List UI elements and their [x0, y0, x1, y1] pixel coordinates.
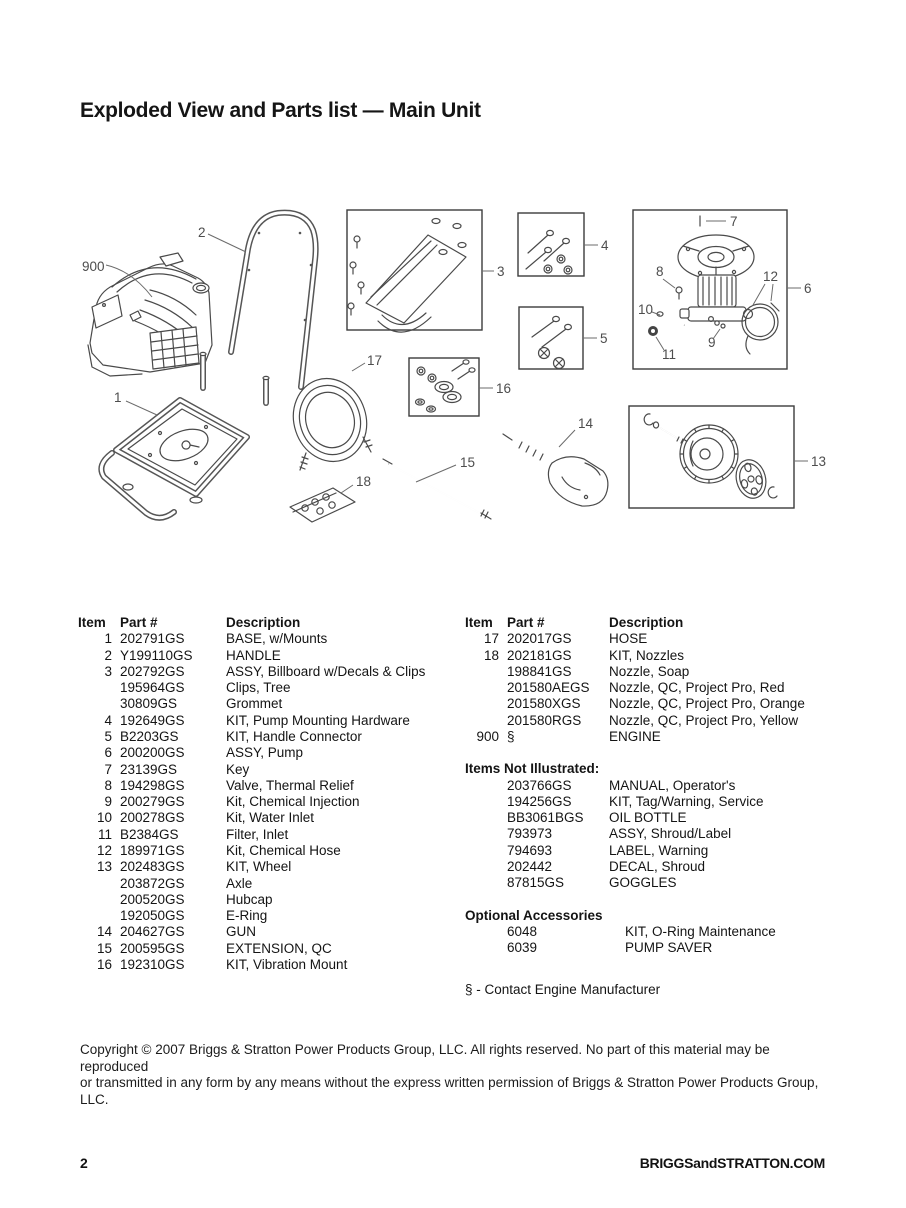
callout-15: 15	[460, 455, 476, 470]
hose-drawing	[283, 369, 377, 471]
part-description: KIT, Handle Connector	[226, 728, 362, 744]
table-row	[78, 762, 458, 778]
table-row	[78, 794, 458, 810]
table-row	[465, 648, 845, 664]
part-description: KIT, Tag/Warning, Service	[609, 793, 764, 809]
table-row	[465, 859, 845, 875]
part-item: 5	[104, 728, 112, 744]
part-item	[78, 876, 112, 892]
part-number: 192310GS	[120, 956, 185, 972]
part-item: 3	[104, 663, 112, 679]
part-number: 6048	[507, 923, 538, 939]
part-number: 794693	[507, 842, 553, 858]
table-row	[465, 940, 845, 956]
part-item: 10	[96, 810, 112, 826]
billboard-box	[347, 210, 482, 332]
leader-15	[416, 465, 456, 482]
pump-assembly-box	[633, 210, 787, 369]
part-number: 194256GS	[507, 793, 572, 809]
page-number: 2	[80, 1155, 88, 1171]
table-header-row	[78, 615, 458, 631]
col-header-description: Description	[609, 615, 684, 630]
part-number: 793973	[507, 826, 553, 842]
table-row	[78, 778, 458, 794]
part-description: Hubcap	[226, 891, 273, 907]
table-row	[78, 648, 458, 664]
website-footer: BRIGGSandSTRATTON.COM	[639, 1155, 825, 1171]
leader-17	[352, 363, 365, 371]
part-description: ASSY, Pump	[226, 745, 304, 761]
part-description: GOGGLES	[609, 875, 677, 891]
handle-drawing	[231, 213, 316, 387]
callout-3: 3	[497, 264, 505, 279]
part-description: LABEL, Warning	[609, 842, 709, 858]
part-description: KIT, Wheel	[226, 859, 292, 875]
col-header-description: Description	[226, 615, 301, 630]
optional-accessories-heading: Optional Accessories	[465, 907, 603, 923]
table-row	[465, 680, 845, 696]
part-number: 87815GS	[507, 875, 565, 891]
col-header-item: Item	[465, 615, 493, 630]
table-row	[465, 826, 845, 842]
table-row	[78, 631, 458, 647]
part-number: 202791GS	[120, 631, 185, 647]
part-item	[465, 680, 499, 696]
part-description: MANUAL, Operator's	[609, 777, 736, 793]
part-description: ENGINE	[609, 728, 661, 744]
table-row	[78, 892, 458, 908]
inlet-filter-drawing	[648, 326, 658, 336]
leader-14	[559, 430, 575, 447]
part-item: 7	[104, 761, 112, 777]
callout-4: 4	[601, 238, 609, 253]
part-number: 202483GS	[120, 859, 185, 875]
part-number: 194298GS	[120, 777, 185, 793]
part-description: KIT, Pump Mounting Hardware	[226, 712, 410, 728]
table-row	[465, 875, 845, 891]
engine-footnote: § - Contact Engine Manufacturer	[465, 982, 661, 998]
table-row	[465, 631, 845, 647]
part-number: 200279GS	[120, 794, 185, 810]
not-illustrated-heading: Items Not Illustrated:	[465, 761, 600, 777]
part-number: 200520GS	[120, 891, 185, 907]
col-header-part: Part #	[120, 615, 158, 630]
part-description: ASSY, Billboard w/Decals & Clips	[226, 663, 426, 679]
part-number: B2384GS	[120, 826, 179, 842]
callout-5: 5	[600, 331, 608, 346]
leader-1	[126, 401, 157, 415]
table-row	[78, 827, 458, 843]
part-description: HOSE	[609, 631, 648, 647]
table-row	[465, 696, 845, 712]
part-item	[78, 892, 112, 908]
copyright-line-1: Copyright © 2007 Briggs & Stratton Power Products Group, LLC. All rights reserved. No part of this material may be reproduced	[80, 1042, 770, 1074]
part-item	[465, 696, 499, 712]
table-row	[78, 729, 458, 745]
callout-18: 18	[356, 474, 372, 489]
callout-17: 17	[367, 353, 383, 368]
callout-8: 8	[656, 264, 664, 279]
handle-connector-box	[519, 307, 583, 369]
part-number: 203872GS	[120, 875, 185, 891]
table-row	[78, 941, 458, 957]
part-number: §	[507, 728, 515, 744]
part-item	[78, 908, 112, 924]
part-item: 2	[104, 647, 112, 663]
pump-flange-drawing	[678, 235, 754, 279]
part-number: 202017GS	[507, 631, 572, 647]
part-description: Kit, Water Inlet	[226, 810, 315, 826]
part-item: 4	[104, 712, 112, 728]
part-description: Nozzle, QC, Project Pro, Yellow	[609, 712, 799, 728]
table-row	[465, 778, 845, 794]
part-description: KIT, Vibration Mount	[226, 956, 348, 972]
callout-7: 7	[730, 214, 738, 229]
callout-12: 12	[763, 269, 779, 284]
part-description: Valve, Thermal Relief	[226, 777, 354, 793]
table-header-row	[465, 615, 845, 631]
part-number: 202442	[507, 858, 553, 874]
table-row	[78, 696, 458, 712]
base-drawing	[101, 352, 269, 517]
part-description: Nozzle, Soap	[609, 663, 690, 679]
part-description: GUN	[226, 924, 256, 940]
part-item: 1	[104, 631, 112, 647]
engine-vent-grid	[150, 327, 199, 369]
part-description: KIT, O-Ring Maintenance	[625, 923, 776, 939]
table-row	[78, 680, 458, 696]
leader-18	[341, 485, 353, 493]
callout-13: 13	[811, 454, 827, 469]
part-number: 204627GS	[120, 924, 185, 940]
callout-900: 900	[82, 259, 105, 274]
part-description: Clips, Tree	[226, 680, 291, 696]
part-number: 200278GS	[120, 810, 185, 826]
part-item: 12	[96, 842, 112, 858]
part-item: 15	[96, 940, 112, 956]
part-description: Nozzle, QC, Project Pro, Orange	[609, 696, 805, 712]
part-description: PUMP SAVER	[625, 940, 713, 956]
spray-gun-drawing	[503, 434, 608, 506]
part-item	[465, 664, 499, 680]
part-item: 9	[104, 794, 112, 810]
part-description: HANDLE	[226, 647, 281, 663]
part-description: ASSY, Shroud/Label	[609, 826, 732, 842]
part-description: Filter, Inlet	[226, 826, 289, 842]
part-number: 202792GS	[120, 663, 185, 679]
part-number: 198841GS	[507, 663, 572, 679]
part-number: 192649GS	[120, 712, 185, 728]
part-number: 202181GS	[507, 647, 572, 663]
table-row	[465, 713, 845, 729]
leader-2	[208, 234, 246, 252]
table-row	[78, 664, 458, 680]
part-number: B2203GS	[120, 728, 179, 744]
copyright-line-2: or transmitted in any form by any means without the express written permission of Briggs & Stratton Power Products Group, LLC.	[80, 1075, 819, 1107]
part-item: 8	[104, 777, 112, 793]
exploded-view-diagram	[0, 195, 906, 540]
part-number: Y199110GS	[120, 647, 193, 663]
part-number: 6039	[507, 940, 538, 956]
table-row	[78, 843, 458, 859]
part-item: 900	[476, 728, 499, 744]
parts-table-right	[465, 615, 845, 999]
part-description: Axle	[226, 875, 253, 891]
part-description: Key	[226, 761, 250, 777]
wheel-kit-box	[629, 406, 794, 508]
part-description: E-Ring	[226, 908, 268, 924]
part-item: 6	[104, 745, 112, 761]
part-item: 14	[96, 924, 112, 940]
part-item: 16	[96, 956, 112, 972]
part-number: 23139GS	[120, 761, 178, 777]
part-description: BASE, w/Mounts	[226, 631, 328, 647]
callout-10: 10	[638, 302, 654, 317]
part-description: Grommet	[226, 696, 283, 712]
part-description: KIT, Nozzles	[609, 647, 685, 663]
part-number: 192050GS	[120, 908, 185, 924]
table-row	[465, 664, 845, 680]
part-description: DECAL, Shroud	[609, 858, 706, 874]
vibration-mount-box	[409, 358, 479, 416]
table-row	[78, 810, 458, 826]
part-item	[465, 713, 499, 729]
part-number: 203766GS	[507, 777, 572, 793]
parts-table-left	[78, 615, 458, 973]
table-row	[465, 810, 845, 826]
callout-6: 6	[804, 281, 812, 296]
wheel-drawing	[680, 425, 738, 483]
part-number: 200595GS	[120, 940, 185, 956]
part-number: 195964GS	[120, 680, 185, 696]
table-row	[465, 794, 845, 810]
callout-16: 16	[496, 381, 512, 396]
part-description: EXTENSION, QC	[226, 940, 332, 956]
col-header-item: Item	[78, 615, 106, 630]
part-item: 17	[483, 631, 499, 647]
part-description: Nozzle, QC, Project Pro, Red	[609, 680, 785, 696]
part-number: 189971GS	[120, 842, 185, 858]
table-row	[78, 957, 458, 973]
part-number: 201580RGS	[507, 712, 582, 728]
table-row	[465, 924, 845, 940]
callout-14: 14	[578, 416, 594, 431]
table-row	[465, 843, 845, 859]
table-row	[78, 924, 458, 940]
part-number: BB3061BGS	[507, 810, 584, 826]
pump-hardware-box	[518, 213, 584, 276]
part-item: 11	[97, 826, 112, 842]
nozzle-kit-drawing	[290, 488, 355, 522]
callout-1: 1	[114, 390, 122, 405]
table-row	[78, 908, 458, 924]
col-header-part: Part #	[507, 615, 545, 630]
table-row	[78, 713, 458, 729]
callout-2: 2	[198, 225, 206, 240]
part-description: Kit, Chemical Hose	[226, 842, 341, 858]
part-item	[78, 696, 112, 712]
part-number: 201580AEGS	[507, 680, 590, 696]
page-title: Exploded View and Parts list — Main Unit	[80, 99, 481, 122]
table-row	[78, 876, 458, 892]
part-description: OIL BOTTLE	[609, 810, 687, 826]
part-number: 200200GS	[120, 745, 185, 761]
table-row	[78, 745, 458, 761]
part-item	[78, 680, 112, 696]
table-row	[465, 729, 845, 745]
table-row	[78, 859, 458, 875]
copyright-notice	[80, 1042, 832, 1108]
engine-drawing	[88, 253, 212, 376]
part-description: Kit, Chemical Injection	[226, 794, 360, 810]
part-number: 201580XGS	[507, 696, 581, 712]
part-item: 18	[483, 647, 499, 663]
callout-11: 11	[662, 347, 677, 362]
part-number: 30809GS	[120, 696, 178, 712]
callout-9: 9	[708, 335, 716, 350]
part-item: 13	[96, 859, 112, 875]
